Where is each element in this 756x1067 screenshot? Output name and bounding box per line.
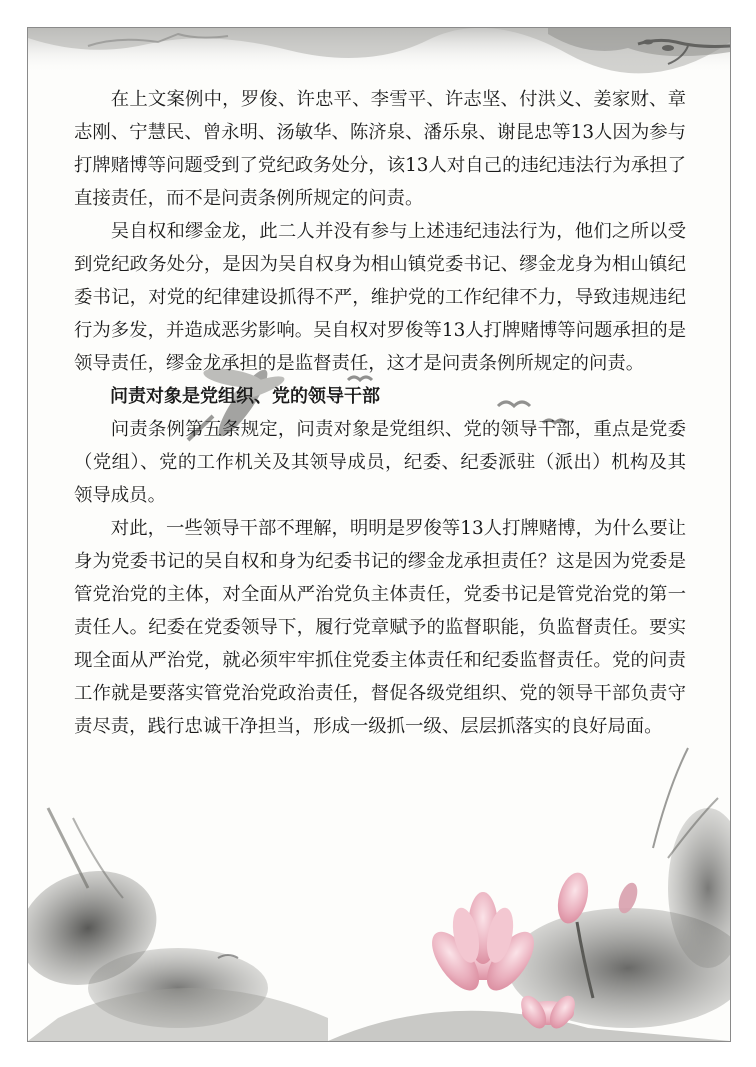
document-body [74,83,686,743]
paragraph-1: 在上文案例中，罗俊、许忠平、李雪平、许志坚、付洪义、姜家财、章志刚、宁慧民、曾永明、汤敏华、陈济泉、潘乐泉、谢昆忠等13人因为参与打牌赌博等问题受到了党纪政务处分，该13人对自己的违纪违法行为承担了直接责任，而不是问责条例所规定的问责。 [74,89,686,209]
top-ink-band [28,28,730,74]
section-heading: 问责对象是党组织、党的领导干部 [110,386,380,407]
bottom-left-lotus-leaves [28,808,328,1041]
document-page [27,27,731,1042]
bottom-right-lotus-flowers [328,748,730,1041]
paragraph-2: 吴自权和缪金龙，此二人并没有参与上述违纪违法行为，他们之所以受到党纪政务处分，是因为吴自权身为相山镇党委书记、缪金龙身为相山镇纪委书记，对党的纪律建设抓得不严，维护党的工作纪律不力，导致违规违纪行为多发，并造成恶劣影响。吴自权对罗俊等13人打牌赌博等问题承担的是领导责任，缪金龙承担的是监督责任，这才是问责条例所规定的问责。 [74,221,686,374]
paragraph-3: 问责条例第五条规定，问责对象是党组织、党的领导干部，重点是党委（党组）、党的工作机关及其领导成员，纪委、纪委派驻（派出）机构及其领导成员。 [74,419,686,506]
paragraph-4: 对此，一些领导干部不理解，明明是罗俊等13人打牌赌博，为什么要让身为党委书记的吴自权和身为纪委书记的缪金龙承担责任？这是因为党委是管党治党的主体，对全面从严治党负主体责任，党委书记是管党治党的第一责任人。纪委在党委领导下，履行党章赋予的监督职能，负监督责任。要实现全面从严治党，就必须牢牢抓住党委主体责任和纪委监督责任。党的问责工作就是要落实管党治党政治责任，督促各级党组织、党的领导干部负责守责尽责，践行忠诚干净担当，形成一级抓一级、层层抓落实的良好局面。 [74,518,686,737]
